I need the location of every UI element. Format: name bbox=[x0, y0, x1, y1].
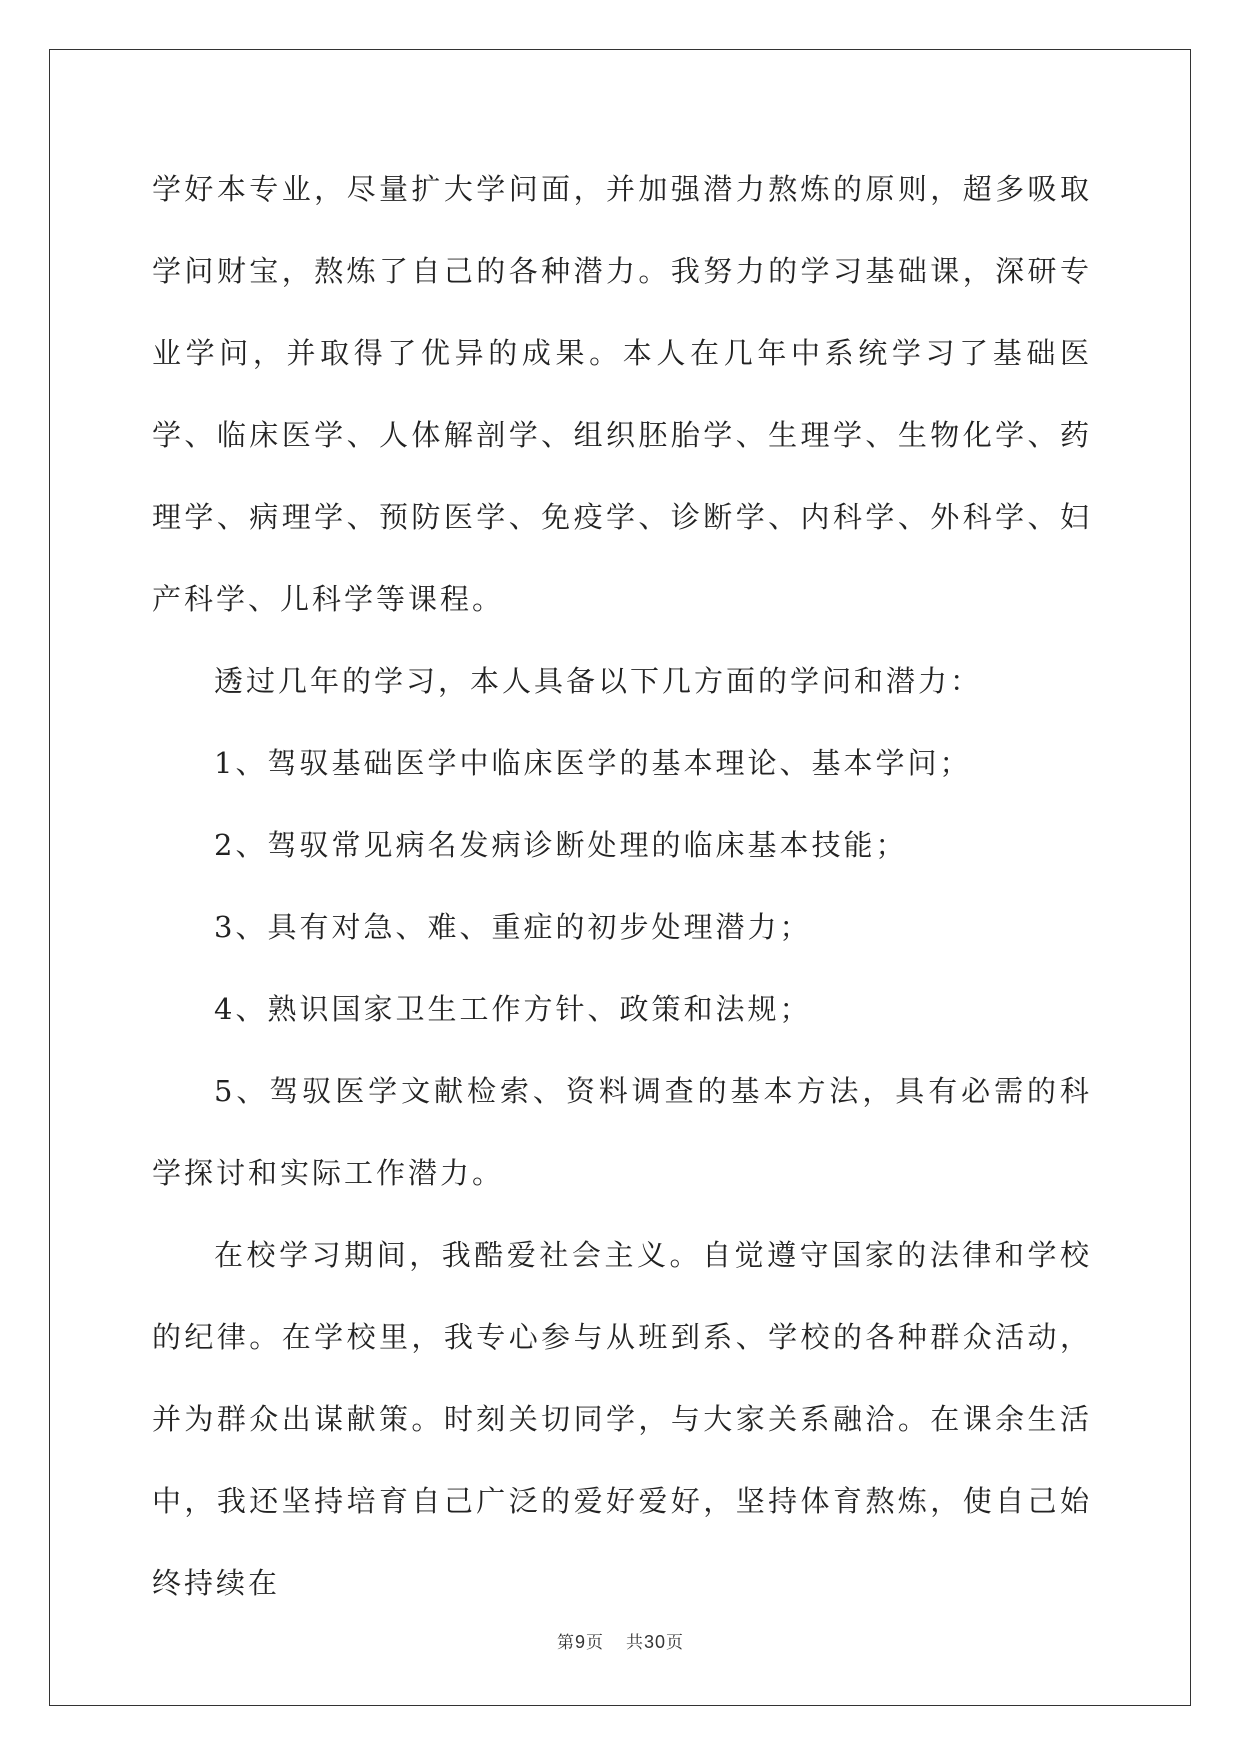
paragraph-2: 透过几年的学习，本人具备以下几方面的学问和潜力： bbox=[214, 664, 983, 698]
footer-total-suffix: 页 bbox=[666, 1633, 685, 1653]
footer-total-prefix: 共 bbox=[625, 1633, 644, 1653]
footer-total-pages: 30 bbox=[643, 1632, 667, 1652]
document-body bbox=[152, 148, 1092, 1624]
paragraph-1: 学好本专业，尽量扩大学问面，并加强潜力熬炼的原则，超多吸取学问财宝，熬炼了自己的各种潜力。我努力的学习基础课，深研专业学问，并取得了优异的成果。本人在几年中系统学习了基础医学、临床医学、人体解剖学、组织胚胎学、生理学、生物化学、药理学、病理学、预防医学、免疫学、诊断学、内科学、外科学、妇产科学、儿科学等课程。 bbox=[152, 172, 1092, 616]
paragraph-3: 在校学习期间，我酷爱社会主义。自觉遵守国家的法律和学校的纪律。在学校里，我专心参与从班到系、学校的各种群众活动，并为群众出谋献策。时刻关切同学，与大家关系融洽。在课余生活中，我还坚持培育自己广泛的爱好爱好，坚持体育熬炼，使自己始终持续在 bbox=[152, 1238, 1092, 1600]
footer-page-prefix: 第 bbox=[556, 1633, 575, 1653]
footer-page-number: 9 bbox=[574, 1632, 586, 1652]
list-item-2: 2、驾驭常见病名发病诊断处理的临床基本技能； bbox=[214, 828, 908, 862]
list-item-4: 4、熟识国家卫生工作方针、政策和法规； bbox=[214, 992, 812, 1026]
list-item-1: 1、驾驭基础医学中临床医学的基本理论、基本学问； bbox=[214, 746, 972, 780]
page-footer bbox=[0, 1628, 1241, 1653]
footer-page-suffix: 页 bbox=[585, 1633, 604, 1653]
list-item-5: 5、驾驭医学文献检索、资料调查的基本方法，具有必需的科学探讨和实际工作潜力。 bbox=[152, 1074, 1092, 1190]
list-item-3: 3、具有对急、难、重症的初步处理潜力； bbox=[214, 910, 812, 944]
